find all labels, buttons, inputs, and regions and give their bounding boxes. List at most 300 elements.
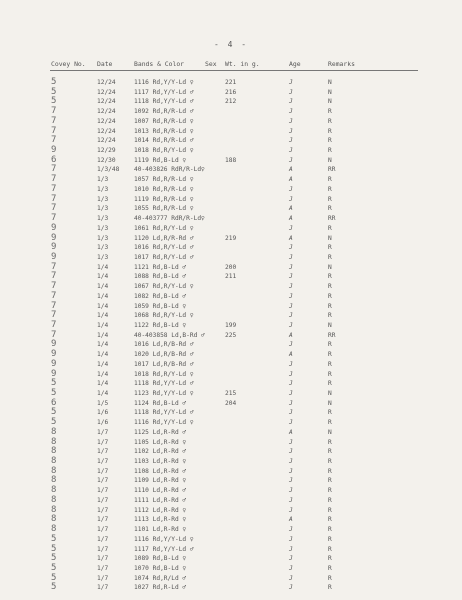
date-cell: 1/6 [97, 409, 109, 417]
bands-cell: 1088 Rd,B-Ld ♂ [134, 273, 187, 281]
bands-cell: 1014 Rd,R/R-Ld ♂ [134, 137, 194, 145]
date-cell: 12/24 [97, 137, 116, 145]
bands-cell: 1119 Rd,R/R-Ld ♀ [134, 195, 194, 203]
table-row [0, 379, 462, 389]
date-cell: 1/7 [97, 496, 109, 504]
covey-cell: 9 [51, 145, 57, 156]
age-cell: J [289, 360, 293, 368]
date-cell: 1/7 [97, 584, 109, 592]
covey-cell: 9 [51, 222, 57, 233]
bands-cell: 1020 Ld,R/B-Rd ♂ [134, 351, 194, 359]
age-cell: J [289, 584, 293, 592]
remarks-cell: R [328, 341, 332, 349]
table-row [0, 156, 462, 166]
age-cell: J [289, 185, 293, 193]
covey-cell: 7 [51, 183, 57, 194]
age-cell: J [289, 88, 293, 96]
table-row [0, 360, 462, 370]
covey-cell: 7 [51, 319, 57, 330]
weight-cell: 215 [225, 390, 237, 397]
table-row [0, 302, 462, 312]
remarks-cell: R [328, 438, 332, 446]
remarks-cell: R [328, 302, 332, 310]
age-cell: J [289, 448, 293, 456]
bands-cell: 40-403858 Ld,B-Rd ♂ [134, 331, 205, 339]
table-row [0, 496, 462, 506]
table-row [0, 389, 462, 399]
remarks-cell: N [328, 321, 332, 329]
covey-cell: 7 [51, 174, 57, 185]
bands-cell: 1123 Rd,Y/Y-Ld ♀ [134, 390, 194, 397]
age-cell: J [289, 574, 293, 582]
header-weight: Wt. in g. [225, 60, 260, 68]
table-row [0, 467, 462, 477]
table-header [0, 60, 462, 70]
table-row [0, 350, 462, 360]
remarks-cell: R [328, 526, 332, 534]
age-cell: J [289, 370, 293, 378]
table-row [0, 136, 462, 146]
date-cell: 1/7 [97, 467, 109, 475]
remarks-cell: R [328, 312, 332, 320]
remarks-cell: RR [328, 331, 336, 339]
table-row [0, 564, 462, 574]
age-cell: J [289, 564, 293, 572]
age-cell: J [289, 555, 293, 563]
covey-cell: 5 [51, 86, 57, 97]
date-cell: 1/5 [97, 399, 109, 407]
remarks-cell: R [328, 351, 332, 359]
remarks-cell: R [328, 487, 332, 495]
age-cell: J [289, 292, 293, 300]
date-cell: 12/24 [97, 88, 116, 96]
age-cell: J [289, 380, 293, 388]
bands-cell: 1105 Ld,R-Rd ♀ [134, 438, 187, 446]
bands-cell: 1068 Rd,R/Y-Ld ♀ [134, 312, 194, 320]
age-cell: J [289, 147, 293, 155]
date-cell: 1/3/48 [97, 166, 120, 174]
table-row [0, 574, 462, 584]
bands-cell: 1108 Ld,R-Rd ♂ [134, 467, 187, 475]
age-cell: A [289, 176, 293, 184]
bands-cell: 1101 Ld,R-Rd ♀ [134, 526, 187, 534]
table-row [0, 438, 462, 448]
covey-cell: 5 [51, 417, 57, 428]
table-row [0, 88, 462, 98]
covey-cell: 7 [51, 281, 57, 292]
age-cell: A [289, 351, 293, 359]
remarks-cell: R [328, 545, 332, 553]
date-cell: 1/3 [97, 185, 109, 193]
bands-cell: 1102 Ld,R-Rd ♂ [134, 448, 187, 456]
remarks-cell: N [328, 88, 332, 96]
table-row [0, 515, 462, 525]
bands-cell: 1067 Rd,R/Y-Ld ♀ [134, 283, 194, 291]
table-row [0, 545, 462, 555]
bands-cell: 1116 Rd,Y/Y-Ld ♀ [134, 419, 194, 427]
covey-cell: 8 [51, 465, 57, 476]
weight-cell: 188 [225, 156, 237, 164]
bands-cell: 1074 Rd,R/Ld ♂ [134, 574, 187, 582]
remarks-cell: R [328, 244, 332, 252]
header-bands-color: Bands & Color [134, 60, 185, 68]
covey-cell: 7 [51, 213, 57, 224]
age-cell: J [289, 535, 293, 543]
age-cell: J [289, 98, 293, 106]
age-cell: J [289, 477, 293, 485]
age-cell: A [289, 205, 293, 213]
covey-cell: 5 [51, 543, 57, 554]
age-cell: J [289, 195, 293, 203]
bands-cell: 1116 Rd,Y/Y-Ld ♀ [134, 535, 194, 543]
date-cell: 1/3 [97, 244, 109, 252]
date-cell: 1/3 [97, 253, 109, 261]
bands-cell: 1016 Ld,R/B-Rd ♂ [134, 341, 194, 349]
table-row [0, 447, 462, 457]
table-row [0, 243, 462, 253]
bands-cell: 1017 Rd,R/Y-Ld ♂ [134, 253, 194, 261]
table-row [0, 525, 462, 535]
bands-cell: 1018 Rd,R/Y-Ld ♀ [134, 370, 194, 378]
remarks-cell: R [328, 147, 332, 155]
covey-cell: 5 [51, 96, 57, 107]
date-cell: 1/4 [97, 331, 109, 339]
age-cell: J [289, 312, 293, 320]
table-row [0, 263, 462, 273]
bands-cell: 1016 Rd,R/Y-Ld ♂ [134, 244, 194, 252]
weight-cell: 211 [225, 273, 237, 281]
table-row [0, 165, 462, 175]
covey-cell: 7 [51, 115, 57, 126]
covey-cell: 9 [51, 349, 57, 360]
date-cell: 1/3 [97, 224, 109, 232]
bands-cell: 1103 Ld,R-Rd ♀ [134, 458, 187, 466]
age-cell: J [289, 409, 293, 417]
table-row [0, 311, 462, 321]
bands-cell: 1111 Ld,R-Rd ♂ [134, 496, 187, 504]
date-cell: 1/3 [97, 215, 109, 223]
remarks-cell: R [328, 419, 332, 427]
table-row [0, 418, 462, 428]
table-row [0, 175, 462, 185]
age-cell: J [289, 253, 293, 261]
date-cell: 12/24 [97, 79, 116, 86]
covey-cell: 8 [51, 514, 57, 525]
covey-cell: 7 [51, 271, 57, 282]
bands-cell: 1007 Rd,R/R-Ld ♀ [134, 117, 194, 125]
remarks-cell: R [328, 516, 332, 524]
bands-cell: 1118 Rd,Y/Y-Ld ♂ [134, 98, 194, 106]
bands-cell: 1116 Rd,Y/Y-Ld ♀ [134, 79, 194, 86]
bands-cell: 1118 Rd,Y/Y-Ld ♂ [134, 380, 194, 388]
date-cell: 1/4 [97, 390, 109, 397]
remarks-cell: R [328, 253, 332, 261]
remarks-cell: R [328, 127, 332, 135]
weight-cell: 204 [225, 399, 237, 407]
age-cell: J [289, 390, 293, 397]
date-cell: 1/7 [97, 448, 109, 456]
covey-cell: 9 [51, 242, 57, 253]
date-cell: 1/7 [97, 535, 109, 543]
remarks-cell: R [328, 535, 332, 543]
date-cell: 1/4 [97, 263, 109, 271]
covey-cell: 9 [51, 339, 57, 350]
remarks-cell: R [328, 224, 332, 232]
remarks-cell: R [328, 108, 332, 116]
date-cell: 1/3 [97, 176, 109, 184]
covey-cell: 5 [51, 77, 57, 87]
covey-cell: 5 [51, 388, 57, 398]
date-cell: 12/30 [97, 156, 116, 164]
age-cell: A [289, 331, 293, 339]
date-cell: 1/7 [97, 516, 109, 524]
age-cell: J [289, 273, 293, 281]
age-cell: J [289, 496, 293, 504]
table-row [0, 506, 462, 516]
covey-cell: 9 [51, 251, 57, 262]
weight-cell: 225 [225, 331, 237, 339]
remarks-cell: R [328, 273, 332, 281]
bands-cell: 1124 Rd,B-Ld ♂ [134, 399, 187, 407]
page-number: - 4 - [213, 40, 249, 49]
bands-cell: 1070 Rd,B-Ld ♀ [134, 564, 187, 572]
table-row [0, 204, 462, 214]
date-cell: 1/4 [97, 360, 109, 368]
covey-cell: 8 [51, 504, 57, 515]
table-row [0, 340, 462, 350]
covey-cell: 5 [51, 582, 57, 593]
covey-cell: 7 [51, 106, 57, 117]
date-cell: 1/7 [97, 545, 109, 553]
age-cell: J [289, 127, 293, 135]
bands-cell: 1121 Rd,B-Ld ♂ [134, 263, 187, 271]
covey-cell: 8 [51, 426, 57, 437]
remarks-cell: R [328, 195, 332, 203]
date-cell: 1/7 [97, 458, 109, 466]
age-cell: J [289, 438, 293, 446]
weight-cell: 216 [225, 88, 237, 96]
remarks-cell: R [328, 564, 332, 572]
age-cell: J [289, 283, 293, 291]
covey-cell: 7 [51, 203, 57, 214]
remarks-cell: R [328, 283, 332, 291]
date-cell: 1/3 [97, 234, 109, 242]
remarks-cell: R [328, 467, 332, 475]
bands-cell: 1089 Rd,B-Ld ♀ [134, 555, 187, 563]
remarks-cell: R [328, 555, 332, 563]
bands-cell: 40-403826 RdR/R-Ld♀ [134, 166, 205, 174]
remarks-cell: N [328, 428, 332, 436]
table-row [0, 457, 462, 467]
record-table [0, 78, 462, 593]
bands-cell: 1059 Rd,B-Ld ♀ [134, 302, 187, 310]
covey-cell: 5 [51, 407, 57, 418]
table-row [0, 234, 462, 244]
covey-cell: 8 [51, 436, 57, 447]
date-cell: 1/4 [97, 341, 109, 349]
bands-cell: 1119 Rd,B-Ld ♀ [134, 156, 187, 164]
table-row [0, 185, 462, 195]
table-row [0, 535, 462, 545]
covey-cell: 7 [51, 290, 57, 301]
bands-cell: 40-403777 RdR/R-Ld♀ [134, 215, 205, 223]
bands-cell: 1013 Rd,R/R-Ld ♀ [134, 127, 194, 135]
table-row [0, 370, 462, 380]
age-cell: J [289, 137, 293, 145]
table-row [0, 282, 462, 292]
table-row [0, 195, 462, 205]
age-cell: A [289, 166, 293, 174]
date-cell: 1/4 [97, 380, 109, 388]
bands-cell: 1112 Ld,R-Rd ♀ [134, 506, 187, 514]
covey-cell: 8 [51, 485, 57, 496]
bands-cell: 1113 Ld,R-Rd ♀ [134, 516, 187, 524]
covey-cell: 8 [51, 524, 57, 535]
remarks-cell: R [328, 380, 332, 388]
covey-cell: 8 [51, 475, 57, 486]
remarks-cell: N [328, 79, 332, 86]
age-cell: J [289, 117, 293, 125]
remarks-cell: R [328, 185, 332, 193]
remarks-cell: N [328, 263, 332, 271]
date-cell: 12/24 [97, 98, 116, 106]
table-row [0, 583, 462, 593]
remarks-cell: R [328, 292, 332, 300]
covey-cell: 9 [51, 368, 57, 379]
age-cell: J [289, 458, 293, 466]
remarks-cell: R [328, 448, 332, 456]
date-cell: 12/24 [97, 108, 116, 116]
bands-cell: 1010 Rd,R/R-Ld ♀ [134, 185, 194, 193]
bands-cell: 1082 Rd,B-Ld ♂ [134, 292, 187, 300]
table-row [0, 486, 462, 496]
date-cell: 1/3 [97, 195, 109, 203]
remarks-cell: R [328, 117, 332, 125]
date-cell: 12/24 [97, 127, 116, 135]
age-cell: J [289, 263, 293, 271]
date-cell: 1/4 [97, 370, 109, 378]
date-cell: 1/4 [97, 283, 109, 291]
bands-cell: 1118 Rd,Y/Y-Ld ♂ [134, 409, 194, 417]
remarks-cell: RR [328, 166, 336, 174]
date-cell: 1/7 [97, 526, 109, 534]
weight-cell: 219 [225, 234, 237, 242]
bands-cell: 1061 Rd,R/Y-Ld ♀ [134, 224, 194, 232]
age-cell: J [289, 244, 293, 252]
header-date: Date [97, 60, 113, 68]
remarks-cell: R [328, 458, 332, 466]
covey-cell: 5 [51, 553, 57, 564]
table-row [0, 117, 462, 127]
age-cell: J [289, 108, 293, 116]
age-cell: J [289, 224, 293, 232]
table-row [0, 97, 462, 107]
table-row [0, 272, 462, 282]
header-age: Age [289, 60, 301, 68]
covey-cell: 7 [51, 310, 57, 321]
date-cell: 12/29 [97, 147, 116, 155]
covey-cell: 9 [51, 232, 57, 243]
bands-cell: 1110 Ld,R-Rd ♂ [134, 487, 187, 495]
covey-cell: 7 [51, 135, 57, 146]
remarks-cell: N [328, 156, 332, 164]
remarks-cell: N [328, 234, 332, 242]
date-cell: 1/3 [97, 205, 109, 213]
age-cell: A [289, 428, 293, 436]
remarks-cell: N [328, 98, 332, 106]
weight-cell: 212 [225, 98, 237, 106]
remarks-cell: R [328, 137, 332, 145]
remarks-cell: R [328, 176, 332, 184]
covey-cell: 7 [51, 193, 57, 204]
bands-cell: 1027 Rd,R-Ld ♂ [134, 584, 187, 592]
table-row [0, 127, 462, 137]
bands-cell: 1125 Ld,R-Rd ♂ [134, 428, 187, 436]
remarks-cell: R [328, 360, 332, 368]
bands-cell: 1057 Rd,R/R-Ld ♀ [134, 176, 194, 184]
age-cell: A [289, 516, 293, 524]
remarks-cell: R [328, 496, 332, 504]
header-covey: Covey No. [51, 60, 86, 68]
age-cell: J [289, 419, 293, 427]
table-row [0, 428, 462, 438]
bands-cell: 1117 Rd,Y/Y-Ld ♂ [134, 88, 194, 96]
weight-cell: 221 [225, 79, 237, 86]
covey-cell: 7 [51, 300, 57, 311]
covey-cell: 6 [51, 154, 57, 165]
covey-cell: 5 [51, 533, 57, 544]
date-cell: 1/4 [97, 292, 109, 300]
covey-cell: 7 [51, 329, 57, 340]
date-cell: 12/24 [97, 117, 116, 125]
covey-cell: 8 [51, 456, 57, 467]
bands-cell: 1092 Rd,R/R-Ld ♂ [134, 108, 194, 116]
covey-cell: 8 [51, 494, 57, 505]
table-row [0, 554, 462, 564]
bands-cell: 1117 Rd,Y/Y-Ld ♂ [134, 545, 194, 553]
table-row [0, 331, 462, 341]
bands-cell: 1018 Rd,R/Y-Ld ♀ [134, 147, 194, 155]
age-cell: J [289, 79, 293, 86]
date-cell: 1/4 [97, 321, 109, 329]
age-cell: A [289, 215, 293, 223]
table-row [0, 107, 462, 117]
covey-cell: 8 [51, 446, 57, 457]
covey-cell: 5 [51, 572, 57, 583]
bands-cell: 1109 Ld,R-Rd ♀ [134, 477, 187, 485]
date-cell: 1/7 [97, 477, 109, 485]
remarks-cell: R [328, 506, 332, 514]
age-cell: J [289, 467, 293, 475]
age-cell: J [289, 302, 293, 310]
table-row [0, 146, 462, 156]
date-cell: 1/4 [97, 312, 109, 320]
date-cell: 1/4 [97, 302, 109, 310]
covey-cell: 6 [51, 397, 57, 408]
date-cell: 1/7 [97, 574, 109, 582]
age-cell: J [289, 487, 293, 495]
remarks-cell: R [328, 409, 332, 417]
table-row [0, 78, 462, 88]
date-cell: 1/7 [97, 428, 109, 436]
age-cell: J [289, 321, 293, 329]
table-row [0, 321, 462, 331]
bands-cell: 1122 Rd,B-Ld ♀ [134, 321, 187, 329]
bands-cell: 1055 Rd,R/R-Ld ♀ [134, 205, 194, 213]
date-cell: 1/6 [97, 419, 109, 427]
age-cell: J [289, 506, 293, 514]
header-remarks: Remarks [328, 60, 355, 68]
